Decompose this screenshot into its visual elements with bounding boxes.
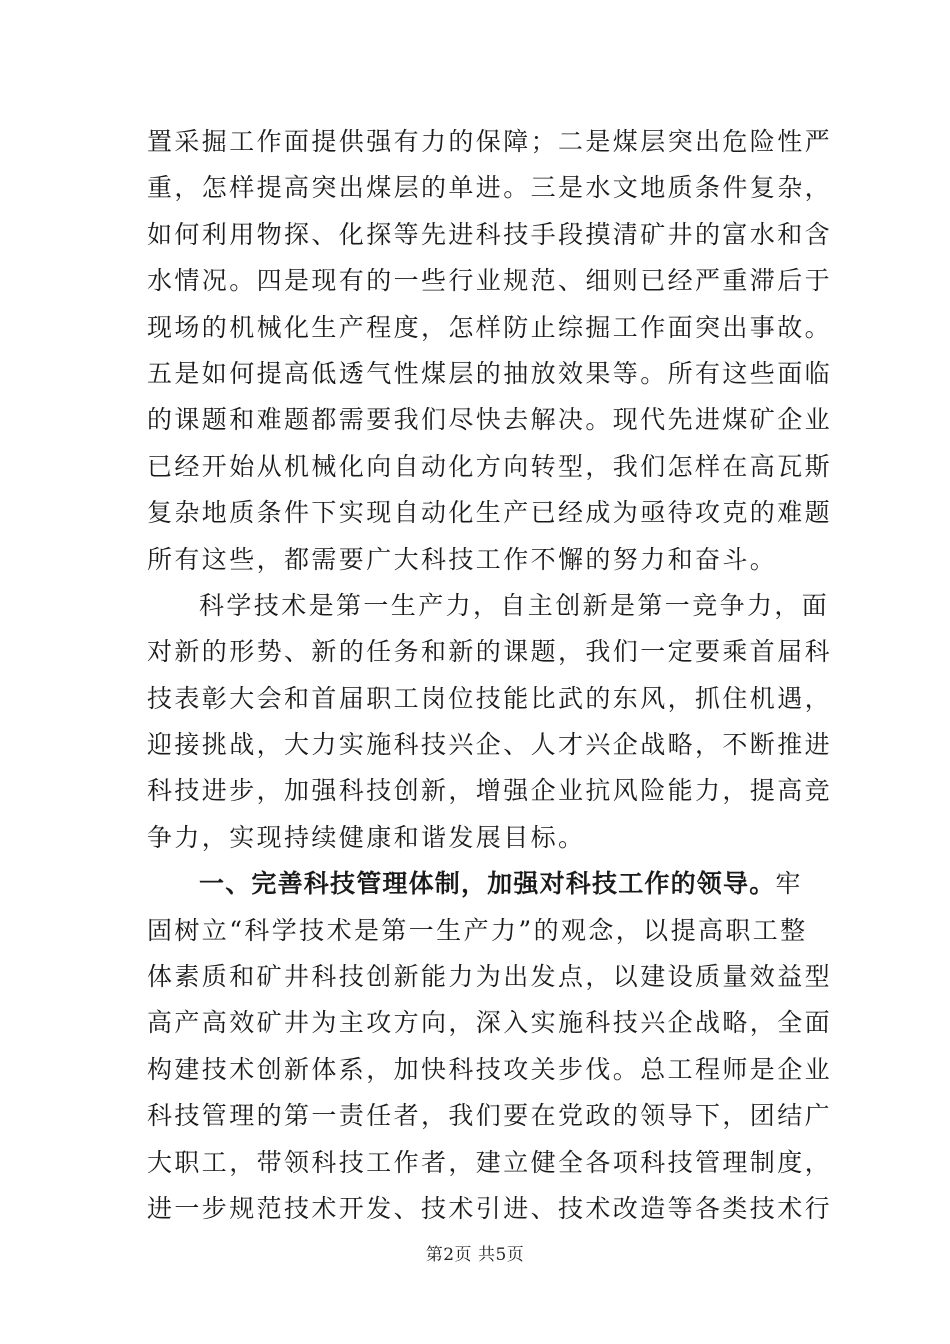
body-text	[147, 119, 833, 1232]
text-line: 置采掘工作面提供强有力的保障；二是煤层突出危险性严	[147, 127, 833, 156]
text-line: 固树立“科学技术是第一生产力”的观念，以提高职工整	[147, 915, 808, 945]
text-line: 构建技术创新体系，加快科技攻关步伐。总工程师是企业	[147, 1054, 833, 1084]
section-heading-line	[147, 861, 807, 907]
text-line: 迎接挑战，大力实施科技兴企、人才兴企战略，不断推进	[147, 730, 833, 760]
text-line: 如何利用物探、化探等先进科技手段摸清矿井的富水和含	[147, 219, 833, 249]
text-line: 已经开始从机械化向自动化方向转型，我们怎样在高瓦斯	[147, 451, 833, 481]
text-line: 现场的机械化生产程度，怎样防止综掘工作面突出事故。	[147, 312, 833, 342]
text-line: 重，怎样提高突出煤层的单进。三是水文地质条件复杂，	[147, 173, 833, 203]
section-heading: 一、完善科技管理体制，加强对科技工作的领导。	[199, 869, 776, 899]
text-line: 进一步规范技术开发、技术引进、技术改造等各类技术行	[147, 1193, 833, 1223]
paragraph-first-line: 科学技术是第一生产力，自主创新是第一竞争力，面	[199, 590, 830, 620]
text-line: 科技管理的第一责任者，我们要在党政的领导下，团结广	[147, 1101, 833, 1131]
text-line: 五是如何提高低透气性煤层的抽放效果等。所有这些面临	[147, 358, 833, 388]
text-line: 体素质和矿井科技创新能力为出发点，以建设质量效益型	[147, 962, 833, 992]
page-number: 第2页 共5页	[425, 1245, 525, 1265]
text-line: 水情况。四是现有的一些行业规范、细则已经严重滞后于	[147, 266, 833, 296]
text-line: 所有这些，都需要广大科技工作不懈的努力和奋斗。	[147, 544, 778, 574]
text-line: 大职工，带领科技工作者，建立健全各项科技管理制度，	[147, 1147, 833, 1177]
text-line: 高产高效矿井为主攻方向，深入实施科技兴企战略，全面	[147, 1008, 833, 1038]
text-line: 对新的形势、新的任务和新的课题，我们一定要乘首届科	[147, 637, 833, 667]
text-line: 的课题和难题都需要我们尽快去解决。现代先进煤矿企业	[147, 405, 833, 435]
text-line: 技表彰大会和首届职工岗位技能比武的东风，抓住机遇，	[147, 683, 833, 713]
section-heading-tail: 牢	[775, 869, 803, 899]
text-line: 科技进步，加强科技创新，增强企业抗风险能力，提高竞	[147, 776, 833, 806]
text-line: 复杂地质条件下实现自动化生产已经成为亟待攻克的难题	[147, 498, 833, 528]
text-line: 争力，实现持续健康和谐发展目标。	[147, 822, 586, 852]
